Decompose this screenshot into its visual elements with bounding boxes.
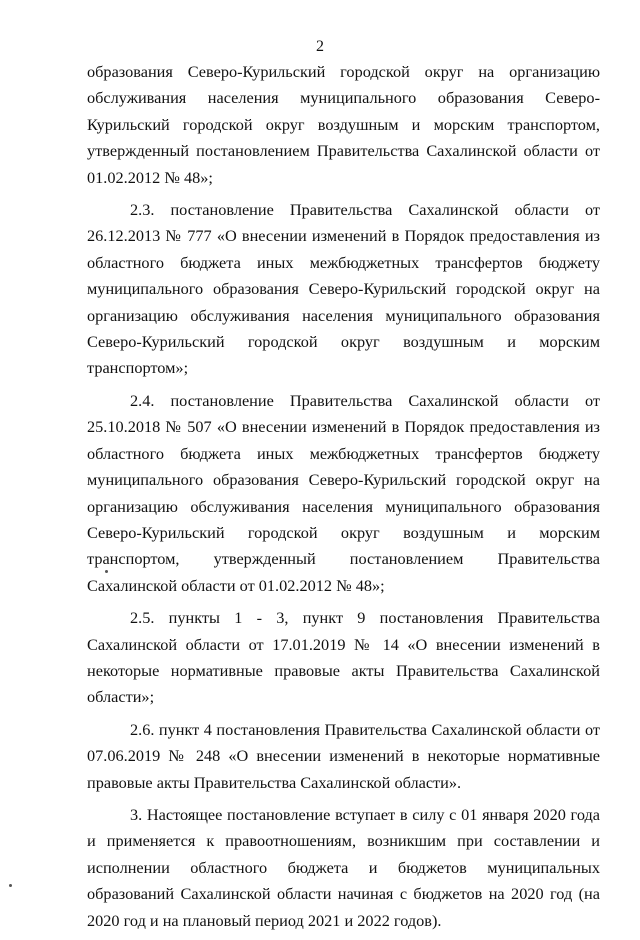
scan-speck bbox=[105, 570, 108, 573]
paragraph-3: 3. Настоящее постановление вступает в силу с 01 января 2020 года и применяется к правоотношениям, возникшим при составлении и исполнении областного бюджета и бюджетов муниципальных образований Сахалинской области начиная с бюджетов на 2020 год (на 2020 год и на плановый период 2021 и 2022 годов). bbox=[87, 804, 600, 930]
paragraph-continuation: образования Северо-Курильский городской округ на организацию обслуживания населения муниципального образования Северо-Курильский городской округ воздушным и морским транспортом, утвержденный постановлением Правительства Сахалинской области от 01.02.2012 № 48»; bbox=[87, 62, 600, 187]
scan-speck bbox=[9, 884, 12, 887]
paragraph-2-6: 2.6. пункт 4 постановления Правительства Сахалинской области от 07.06.2019 № 248 «О внесении изменений в некоторые нормативные правовые акты Правительства Сахалинской области». bbox=[87, 719, 600, 792]
paragraph-2-3: 2.3. постановление Правительства Сахалинской области от 26.12.2013 № 777 «О внесении изменений в Порядок предоставления из областного бюджета иных межбюджетных трансфертов бюджету муниципального образования Северо-Курильский городской округ на организацию обслуживания населения муниципального образования Северо-Курильский городской округ воздушным и морским транспортом»; bbox=[87, 200, 600, 378]
page-number: 2 bbox=[316, 38, 324, 55]
paragraph-2-4: 2.4. постановление Правительства Сахалинской области от 25.10.2018 № 507 «О внесении изменений в Порядок предоставления из областного бюджета иных межбюджетных трансфертов бюджету муниципального образования Северо-Курильский городской округ на организацию обслуживания населения муниципального образования Северо-Курильский городской округ воздушным и морским транспортом, утвержденный постановлением Правительства Сахалинской области от 01.02.2012 № 48»; bbox=[87, 390, 600, 595]
paragraph-2-5: 2.5. пункты 1 - 3, пункт 9 постановления Правительства Сахалинской области от 17.01.2019 № 14 «О внесении изменений в некоторые нормативные правовые акты Правительства Сахалинской области»; bbox=[87, 608, 600, 707]
document-body bbox=[87, 59, 600, 940]
